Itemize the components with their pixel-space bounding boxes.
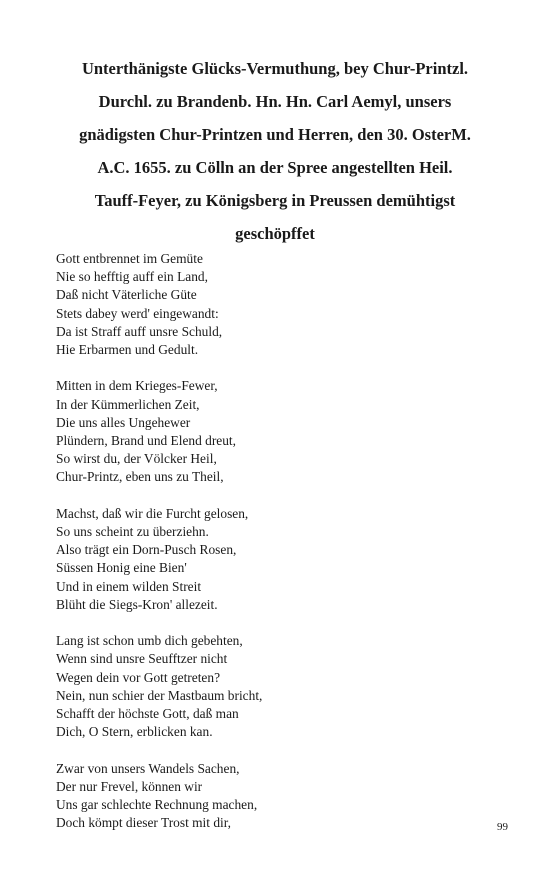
verse-line: Da ist Straff auff unsre Schuld, bbox=[56, 323, 223, 339]
verse-line: Nein, nun schier der Mastbaum bricht, bbox=[56, 687, 263, 703]
verse-line: Uns gar schlechte Rechnung machen, bbox=[56, 797, 258, 813]
verse-line: In der Kümmerlichen Zeit, bbox=[56, 396, 200, 412]
page-number: 99 bbox=[497, 821, 508, 833]
verse-line: Dich, O Stern, erblicken kan. bbox=[56, 724, 213, 740]
verse-line: Mitten in dem Krieges-Fewer, bbox=[56, 378, 218, 394]
verse-line: So uns scheint zu überziehn. bbox=[56, 524, 209, 540]
verse-line: Schafft der höchste Gott, daß man bbox=[56, 706, 239, 722]
stanza bbox=[56, 505, 506, 614]
title-line: geschöpffet bbox=[235, 224, 315, 243]
verse-line: Nie so hefftig auff ein Land, bbox=[56, 269, 208, 285]
title-line: A.C. 1655. zu Cölln an der Spree angestellten Heil. bbox=[97, 158, 453, 177]
title-line: Unterthänigste Glücks-Vermuthung, bey Chur-Printzl. bbox=[81, 59, 469, 78]
stanza bbox=[56, 760, 506, 833]
verse-line: Blüht die Siegs-Kron' allezeit. bbox=[56, 596, 218, 612]
verse-line: Also trägt ein Dorn-Pusch Rosen, bbox=[56, 542, 237, 558]
verse-line: Die uns alles Ungehewer bbox=[56, 414, 191, 430]
verse-line: Zwar von unsers Wandels Sachen, bbox=[56, 760, 240, 776]
verse-line: Plündern, Brand und Elend dreut, bbox=[56, 433, 236, 449]
poem-title bbox=[40, 52, 510, 250]
verse-line: Gott entbrennet im Gemüte bbox=[56, 251, 203, 266]
stanza bbox=[56, 632, 506, 741]
verse-line: Daß nicht Väterliche Güte bbox=[56, 287, 197, 303]
poem-body bbox=[56, 250, 506, 851]
verse-line: Wegen dein vor Gott getreten? bbox=[56, 669, 221, 685]
verse-line: Stets dabey werd' eingewandt: bbox=[56, 305, 219, 321]
verse-line: Süssen Honig eine Bien' bbox=[56, 560, 187, 576]
title-line: gnädigsten Chur-Printzen und Herren, den 30. OsterM. bbox=[79, 125, 471, 144]
verse-line: Der nur Frevel, können wir bbox=[56, 778, 203, 794]
verse-line: Chur-Printz, eben uns zu Theil, bbox=[56, 469, 224, 485]
verse-line: Und in einem wilden Streit bbox=[56, 578, 202, 594]
verse-line: Machst, daß wir die Furcht gelosen, bbox=[56, 505, 249, 521]
stanza bbox=[56, 377, 506, 486]
title-line: Durchl. zu Brandenb. Hn. Hn. Carl Aemyl, unsers bbox=[98, 92, 452, 111]
title-line: Tauff-Feyer, zu Königsberg in Preussen demühtigst bbox=[94, 191, 456, 210]
verse-line: Wenn sind unsre Seufftzer nicht bbox=[56, 651, 228, 667]
verse-line: Hie Erbarmen und Gedult. bbox=[56, 342, 199, 358]
verse-line: Lang ist schon umb dich gebehten, bbox=[56, 633, 243, 649]
verse-line: Doch kömpt dieser Trost mit dir, bbox=[56, 815, 232, 831]
stanza bbox=[56, 250, 506, 359]
verse-line: So wirst du, der Völcker Heil, bbox=[56, 451, 217, 467]
